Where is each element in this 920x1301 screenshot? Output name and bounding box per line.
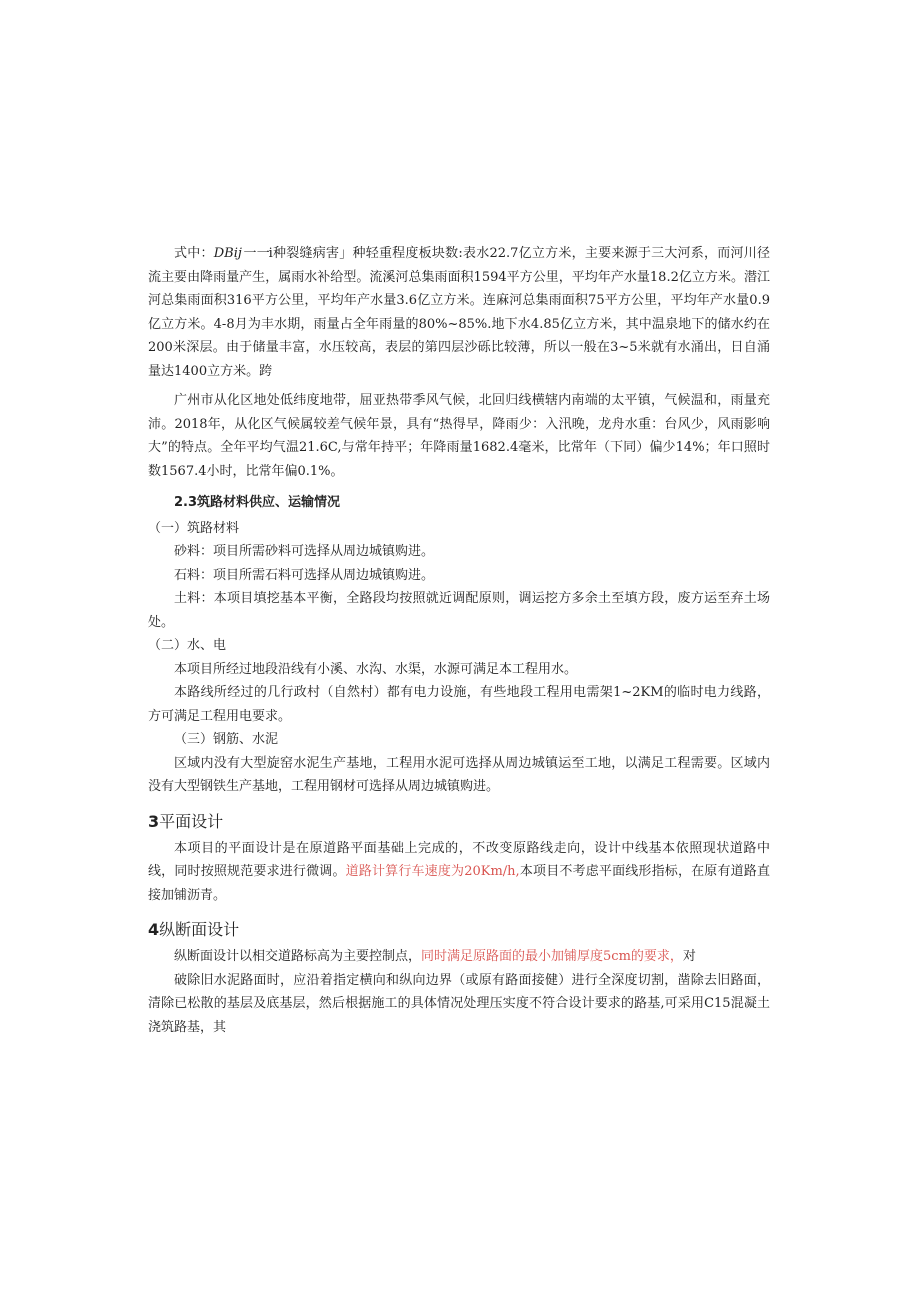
paragraph-pavement-removal: 破除旧水泥路面时，应沿着指定横向和纵向边界（或原有路面接健）进行全深度切割，凿除去旧路面，清除已松散的基层及底基层，然后根据施工的具体情况处理压实度不符合设计要求的路基,可采用C15混凝土浇筑路基，其 (148, 972, 770, 1035)
section-heading-2-3: 2.3筑路材料供应、运输情况 (174, 495, 341, 510)
paragraph-water-resources (148, 242, 770, 383)
section-title: 平面设计 (159, 811, 224, 831)
paragraph-climate: 广州市从化区地处低纬度地带，屈亚热带季风气候，北回归线横辖内南端的太平镇，气候温和，雨量充沛。2018年，从化区气候属较差气候年景，具有“热得早，降雨少：入汛晚，龙舟水重：台风少，风雨影响大”的特点。全年平均气温21.6C,与常年持平；年降雨量1682.4毫米，比常年（下同）偏少14%；年口照时数1567.4小时，比常年偏0.1%。 (148, 393, 770, 479)
section-heading-4 (148, 917, 770, 943)
paragraph-stone: 石料：项目所需石料可选择从周边城镇购进。 (174, 567, 435, 583)
paragraph-power: 本路线所经过的几行政村（自然村）都有电力设施，有些地段工程用电需架1~2KM的临时电力线路，方可满足工程用电要求。 (148, 685, 770, 724)
paragraph-text: 纵断面设计以相交道路标高为主要控制点， (174, 949, 422, 964)
paragraph-steel-cement: 区域内没有大型旋窑水泥生产基地，工程用水泥可选择从周边城镇运至工地，以满足工程需要。区域内没有大型钢铁生产基地，工程用钢材可选择从周边城镇购进。 (148, 755, 770, 794)
section-number: 3 (148, 811, 160, 831)
paragraph-text: 本项目不考虑平面线形指标，在原有道路直接加铺沥青。 (148, 864, 770, 903)
paragraph-text: i种裂缝病害」种轻重程度板块数:表水22.7亿立方米，主要来源于三大河系，而河川径流主要由降雨量产生，属雨水补给型。流溪河总集雨面积1594平方公里，平均年产水量18.2亿立方米。潜江河总集雨面积316平方公里，平均年产水量3.6亿立方米。连麻河总集雨面积75平方公里，平均年产水量0.9亿立方米。4-8月为丰水期，雨量占全年雨量的80%~85%.地下水4.85亿立方米，其中温泉地下的储水约在200米深层。由于储量丰富，水压较高，表层的第四层沙砾比较薄，所以一般在3~5米就有水涌出，日自涌量达1400立方米。跨 (148, 246, 770, 379)
document-body (148, 242, 770, 1039)
paragraph-soil: 土料：本项目填挖基本平衡，全路段均按照就近调配原则，调运挖方多余土至填方段，废方运至弃土场处。 (148, 591, 770, 630)
highlighted-text: 道路计算行车速度为20Km/h, (345, 864, 520, 879)
section-number: 4 (148, 920, 160, 939)
subheading-steel-cement: （三）钢筋、水泥 (174, 732, 279, 747)
paragraph-plane-design (148, 837, 770, 908)
section-title: 纵断面设计 (159, 920, 240, 939)
section-heading-3 (148, 809, 770, 835)
paragraph-text: 对 (682, 949, 696, 964)
highlighted-text: 同时满足原路面的最小加铺厚度5cm的要求， (421, 949, 683, 964)
formula-symbol: DBij一一 (213, 246, 269, 261)
subheading-materials: （一）筑路材料 (148, 520, 240, 536)
paragraph-sand: 砂料：项目所需砂料可选择从周边城镇购进。 (174, 544, 435, 559)
subheading-water-power: （二）水、电 (148, 638, 227, 653)
paragraph-text: 本项目的平面设计是在原道路平面基础上完成的，不改变原路线走向，设计中线基本依照现状道路中线，同时按照规范要求进行微调。 (148, 840, 770, 879)
paragraph-water: 本项目所经过地段沿线有小溪、水沟、水渠，水源可满足本工程用水。 (174, 661, 578, 677)
formula-prefix: 式中： (174, 246, 214, 261)
paragraph-profile-design (148, 945, 770, 969)
